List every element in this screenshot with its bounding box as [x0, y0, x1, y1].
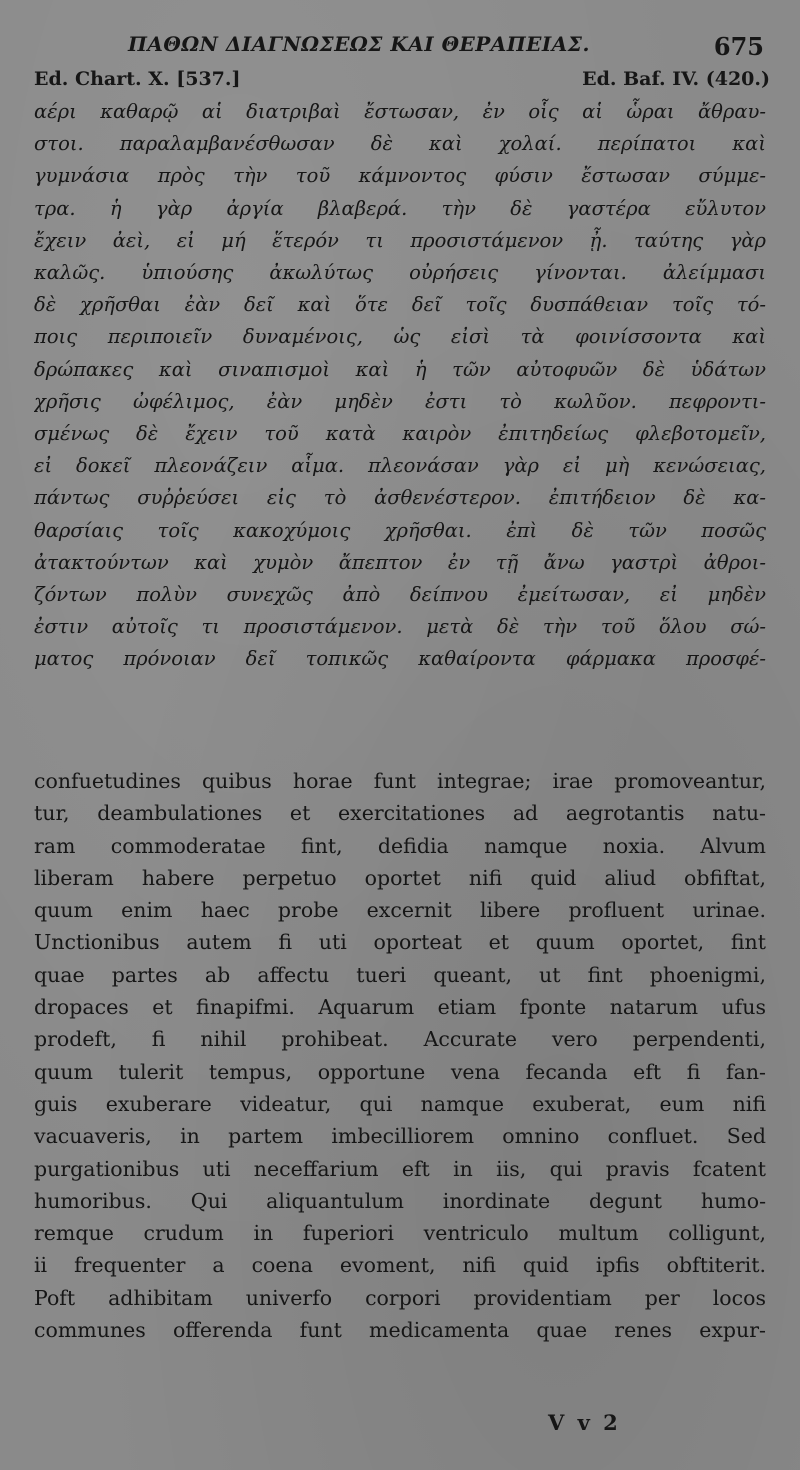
running-title: ΠΑΘΩΝ ΔΙΑΓΝΩΣΕΩΣ ΚΑΙ ΘΕΡΑΠΕΙΑΣ. — [128, 32, 590, 56]
greek-line: ἐστιν αὐτοῖς τι προσιστάμενον. μετὰ δὲ τὴν τοῦ ὅλου σώ- — [34, 615, 766, 639]
latin-line: remque crudum in fuperiori ventriculo multum colligunt, — [34, 1221, 766, 1246]
latin-line: quum tulerit tempus, opportune vena fecanda eft fi fan- — [34, 1059, 766, 1084]
latin-line: quae partes ab affectu tueri queant, ut fint phoenigmi, — [34, 962, 766, 987]
edition-reference-line — [0, 66, 800, 94]
greek-line: γυμνάσια πρὸς τὴν τοῦ κάμνοντος φύσιν ἔστωσαν σύμμε- — [34, 164, 766, 188]
greek-line: ποις περιποιεῖν δυναμένοις, ὡς εἰσὶ τὰ φοινίσσοντα καὶ — [34, 325, 766, 349]
greek-line: τρα. ἡ γὰρ ἀργία βλαβερά. τὴν δὲ γαστέρα εὔλυτον — [34, 196, 766, 220]
greek-line: θαρσίαις τοῖς κακοχύμοις χρῆσθαι. ἐπὶ δὲ τῶν ποσῶς — [34, 518, 766, 542]
greek-line: πάντως συῤῥεύσει εἰς τὸ ἀσθενέστερον. ἐπιτήδειον δὲ κα- — [34, 486, 766, 510]
latin-line: purgationibus uti neceffarium eft in iis, qui pravis fcatent — [34, 1156, 766, 1181]
greek-line: στοι. παραλαμβανέσθωσαν δὲ καὶ χολαί. περίπατοι καὶ — [34, 132, 766, 156]
latin-line: tur, deambulationes et exercitationes ad aegrotantis natu- — [34, 801, 766, 826]
latin-line: guis exuberare videatur, qui namque exuberat, eum nifi — [34, 1091, 766, 1116]
latin-line: liberam habere perpetuo oportet nifi quid aliud obfiftat, — [34, 865, 766, 890]
edition-reference-basel: Ed. Baf. IV. (420.) — [582, 68, 770, 90]
running-head — [0, 30, 800, 66]
greek-line: καλῶς. ὑπιούσης ἀκωλύτως οὐρήσεις γίνονται. ἀλείμμασι — [34, 261, 766, 285]
latin-text-block — [34, 765, 766, 1346]
page-number: 675 — [713, 32, 764, 61]
latin-line: quum enim haec probe excernit libere profluent urinae. — [34, 898, 766, 923]
greek-line: χρῆσις ὠφέλιμος, ἐὰν μηδὲν ἐστι τὸ κωλῦον. πεφροντι- — [34, 389, 766, 413]
greek-text-block — [34, 96, 766, 676]
signature-mark: V v 2 — [548, 1410, 621, 1435]
latin-line: ram commoderatae fint, defidia namque noxia. Alvum — [34, 833, 766, 858]
edition-reference-chartier: Ed. Chart. X. [537.] — [34, 68, 241, 90]
greek-line: ματος πρόνοιαν δεῖ τοπικῶς καθαίροντα φάρμακα προσφέ- — [34, 647, 766, 671]
latin-line: communes offerenda funt medicamenta quae renes expur- — [34, 1318, 766, 1343]
greek-line: εἰ δοκεῖ πλεονάζειν αἷμα. πλεονάσαν γὰρ εἰ μὴ κενώσειας, — [34, 454, 766, 478]
greek-line: ἀτακτούντων καὶ χυμὸν ἄπεπτον ἐν τῇ ἄνω γαστρὶ ἀθροι- — [34, 550, 766, 574]
latin-line: prodeft, fi nihil prohibeat. Accurate vero perpendenti, — [34, 1027, 766, 1052]
latin-line: Unctionibus autem fi uti oporteat et quum oportet, fint — [34, 930, 766, 955]
greek-line: δρώπακες καὶ σιναπισμοὶ καὶ ἡ τῶν αὐτοφυῶν δὲ ὑδάτων — [34, 357, 766, 381]
greek-line: ἔχειν ἀεὶ, εἰ μή ἕτερόν τι προσιστάμενον ᾖ. ταύτης γὰρ — [34, 228, 766, 252]
greek-line: δὲ χρῆσθαι ἐὰν δεῖ καὶ ὅτε δεῖ τοῖς δυσπάθειαν τοῖς τό- — [34, 293, 766, 317]
latin-line: vacuaveris, in partem imbecilliorem omnino confluet. Sed — [34, 1124, 766, 1149]
latin-line: dropaces et finapifmi. Aquarum etiam fponte natarum ufus — [34, 995, 766, 1020]
latin-line: humoribus. Qui aliquantulum inordinate degunt humo- — [34, 1188, 766, 1213]
greek-line: σμένως δὲ ἔχειν τοῦ κατὰ καιρὸν ἐπιτηδείως φλεβοτομεῖν, — [34, 422, 766, 446]
greek-line: αέρι καθαρῷ αἱ διατριβαὶ ἔστωσαν, ἐν οἷς αἱ ὧραι ἄθραυ- — [34, 100, 766, 123]
latin-line: confuetudines quibus horae funt integrae; irae promoveantur, — [34, 769, 766, 793]
greek-line: ζόντων πολὺν συνεχῶς ἀπὸ δείπνου ἐμείτωσαν, εἰ μηδὲν — [34, 583, 766, 607]
latin-line: Poft adhibitam univerfo corpori providentiam per locos — [34, 1285, 766, 1310]
latin-line: ii frequenter a coena evoment, nifi quid ipfis obftiterit. — [34, 1253, 766, 1278]
